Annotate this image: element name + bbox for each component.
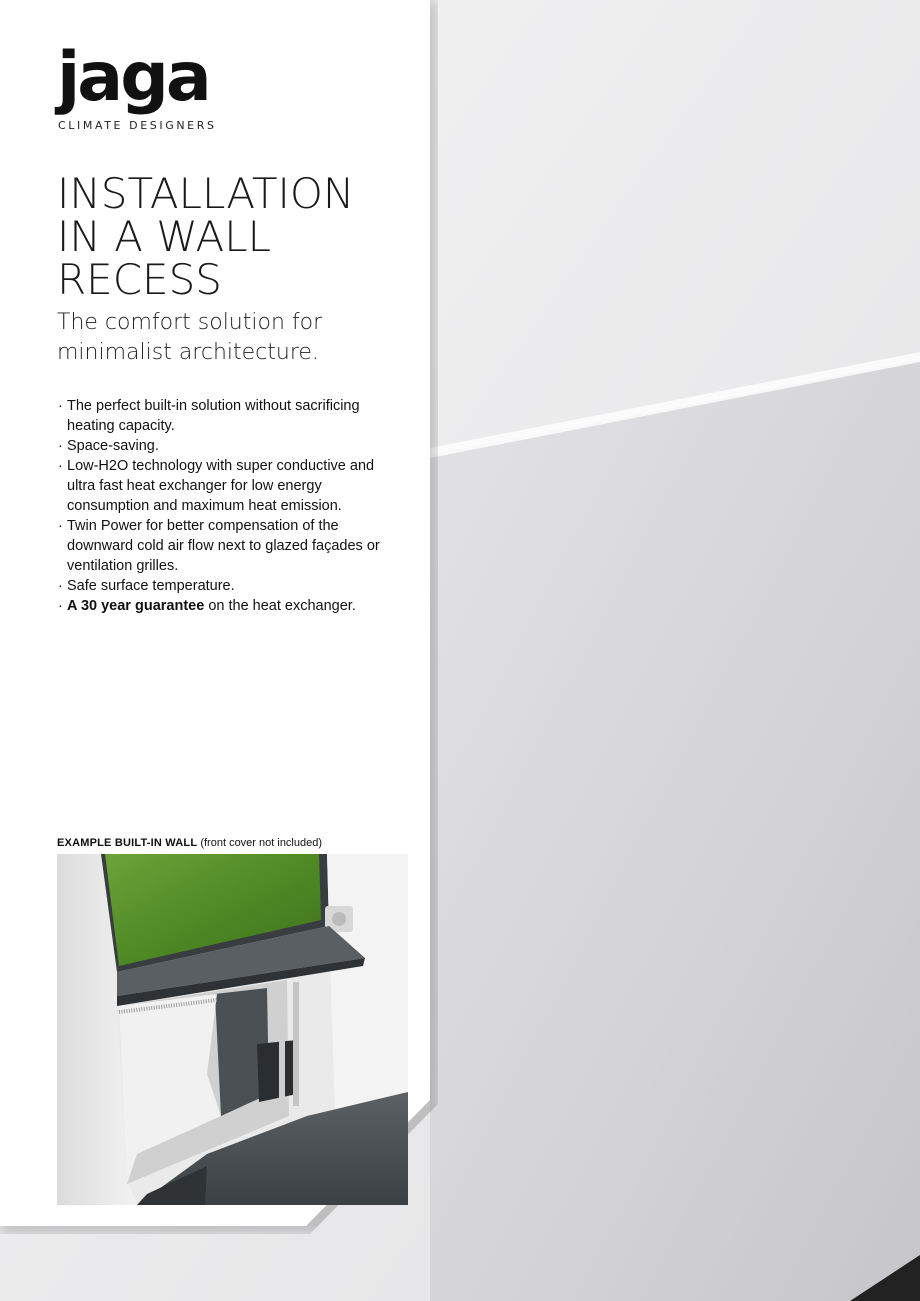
feature-item bbox=[58, 396, 388, 436]
feature-item bbox=[58, 596, 388, 616]
title-line: RECESS bbox=[57, 255, 222, 304]
feature-bold-text: A 30 year guarantee bbox=[67, 598, 205, 614]
feature-text: Twin Power for better compensation of the downward cold air flow next to glazed façades or ventilation grilles. bbox=[67, 518, 380, 574]
feature-item bbox=[58, 516, 388, 576]
feature-item bbox=[58, 456, 388, 516]
image-caption bbox=[57, 837, 322, 849]
title-line: IN A WALL bbox=[57, 212, 271, 261]
feature-item bbox=[58, 576, 388, 596]
logo-wordmark: jaga bbox=[57, 38, 209, 117]
built-in-wall-photo bbox=[57, 854, 408, 1205]
feature-text: Low-H2O technology with super conductive and ultra fast heat exchanger for low energy consumption and maximum heat emission. bbox=[67, 458, 375, 514]
page-subtitle: The comfort solution for minimalist architecture. bbox=[57, 310, 323, 365]
title-line: INSTALLATION bbox=[57, 169, 355, 218]
caption-rest: (front cover not included) bbox=[197, 837, 323, 849]
feature-text: The perfect built-in solution without sacrificing heating capacity. bbox=[67, 398, 360, 434]
feature-list bbox=[58, 396, 388, 616]
feature-text: on the heat exchanger. bbox=[204, 598, 356, 614]
caption-strong: EXAMPLE BUILT-IN WALL bbox=[57, 837, 198, 849]
jaga-logo bbox=[57, 38, 209, 117]
feature-text: Safe surface temperature. bbox=[67, 578, 235, 594]
feature-text: Space-saving. bbox=[67, 438, 159, 454]
brand-tagline: CLIMATE DESIGNERS bbox=[58, 119, 217, 132]
page-title bbox=[57, 169, 355, 304]
feature-item bbox=[58, 436, 388, 456]
